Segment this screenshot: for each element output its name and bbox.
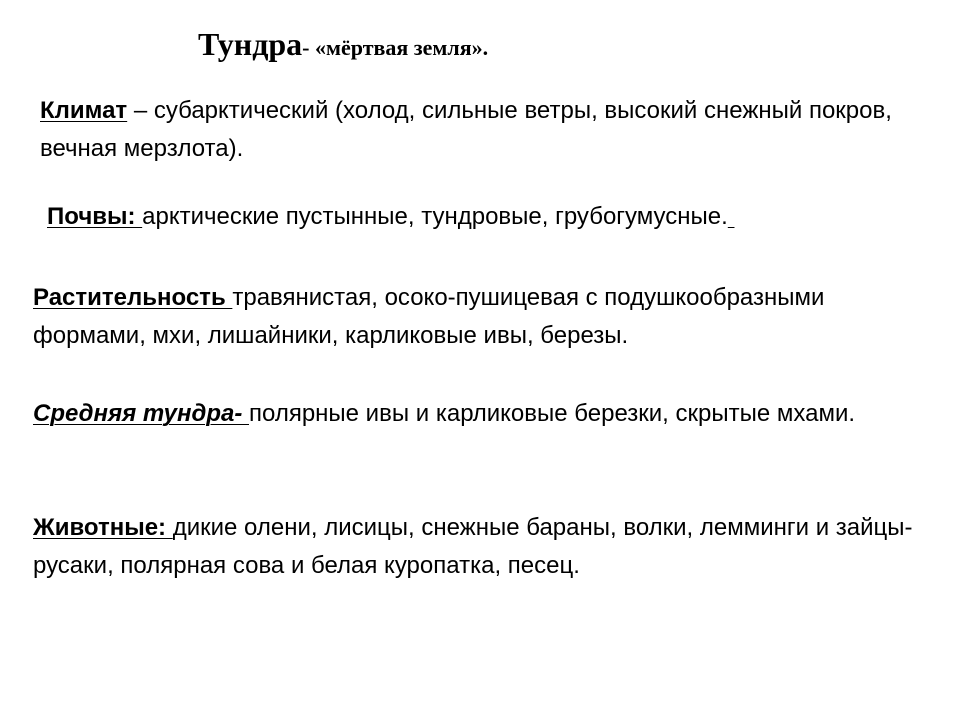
- middle-tundra-paragraph: [33, 395, 933, 433]
- middle-tundra-label: Средняя тундра-: [33, 400, 249, 427]
- animals-paragraph: [33, 509, 933, 585]
- vegetation-label: Растительность: [33, 284, 233, 311]
- middle-tundra-text: полярные ивы и карликовые березки, скрытые мхами.: [249, 400, 856, 427]
- climate-text: – субарктический (холод, сильные ветры, высокий снежный покров, вечная мерзлота).: [40, 97, 892, 162]
- animals-text: дикие олени, лисицы, снежные бараны, волки, лемминги и зайцы-русаки, полярная сова и белая куропатка, песец.: [33, 514, 913, 579]
- soils-trailing-underline: [728, 203, 735, 230]
- soils-label: Почвы:: [47, 203, 143, 230]
- vegetation-text: травянистая, осоко-пушицевая с подушкообразными формами, мхи, лишайники, карликовые ивы, березы.: [33, 284, 825, 349]
- climate-paragraph: [40, 92, 900, 168]
- title-main: Тундра: [198, 26, 303, 62]
- animals-label: Животные:: [33, 514, 173, 541]
- soils-paragraph: [47, 198, 927, 236]
- slide-title: [198, 22, 488, 70]
- vegetation-paragraph: [33, 279, 933, 355]
- soils-text: арктические пустынные, тундровые, грубогумусные.: [142, 203, 728, 230]
- climate-label: Климат: [40, 97, 128, 124]
- title-subtitle: - «мёртвая земля».: [302, 35, 489, 60]
